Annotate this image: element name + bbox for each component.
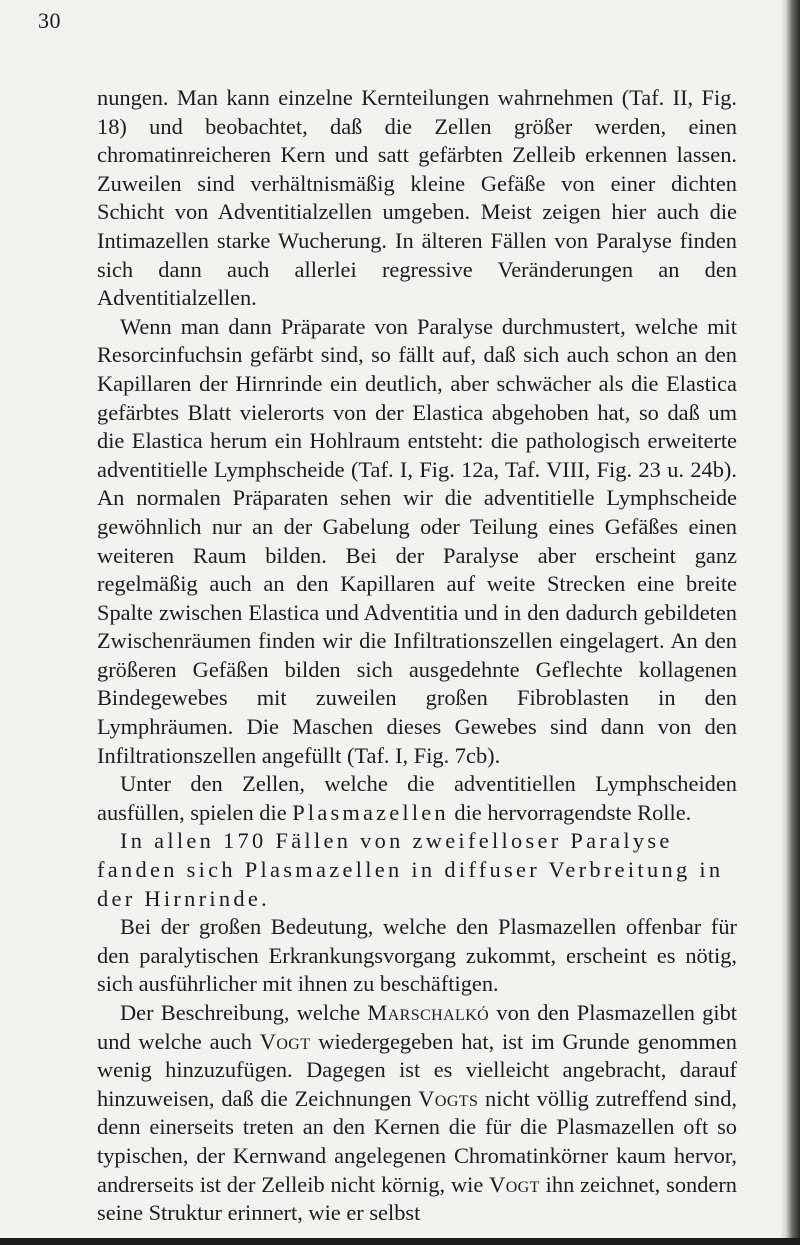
text-span: ihn zeichnet, sondern seine Struktur erinnert, wie er selbst — [97, 1171, 738, 1226]
text-span: Bei der großen Bedeutung, welche den Plasmazellen offenbar für den paralytischen Erkrankungsvorgang zukommt, erscheint es nötig, sich ausführlicher mit ihnen zu beschäftigen. — [97, 914, 737, 997]
paragraph-1 — [97, 84, 737, 313]
body-text — [97, 84, 737, 1228]
text-span: nungen. Man kann einzelne Kernteilungen wahrnehmen (Taf. II, Fig. 18) und beobachtet, daß die Zellen größer werden, einen chromatinreicheren Kern und satt gefärbten Zelleib erkennen lassen. Zuweilen sind verhältnismäßig kleine Gefäße von einer dichten Schicht von Adventitialzellen umgeben. Meist zeigen hier auch die Intimazellen starke Wucherung. In älteren Fällen von Paralyse finden sich dann auch allerlei regressive Veränderungen an den Adventitialzellen. — [97, 85, 737, 311]
paragraph-5 — [97, 913, 737, 999]
text-span: wiedergegeben hat, ist im Grunde genommen wenig hinzuzufügen. Dagegen ist es vielleicht angebracht, darauf hinzuweisen, daß die Zeichnungen — [97, 1028, 737, 1111]
page-edge — [786, 0, 800, 1245]
paragraph-3 — [97, 770, 737, 827]
scan-bottom-border — [0, 1238, 800, 1245]
author-name: Vogts — [418, 1085, 479, 1111]
paragraph-2 — [97, 313, 737, 771]
text-span: Der Beschreibung, welche — [120, 1000, 368, 1025]
paragraph-4-emphasized — [97, 827, 737, 913]
text-span: von den Plasmazellen gibt und welche auch — [97, 1000, 737, 1054]
text-span: Unter den Zellen, welche die adventitiellen Lymphscheiden ausfüllen, spielen die — [97, 771, 737, 825]
emphasized-sentence: In allen 170 Fällen von zweifelloser Paralyse fanden sich Plasmazellen in diffuser Verbreitung in der Hirnrinde. — [97, 828, 724, 911]
author-name: Marschalkó — [367, 1000, 490, 1025]
text-span: die hervorragendste Rolle. — [448, 799, 692, 825]
text-span: nicht völlig zutreffend sind, denn einerseits treten an den Kernen die für die Plasmazellen oft so typischen, der Kernwand angelegenen Chromatinkörner kaum hervor, andrerseits ist der Zelleib nicht körnig, wie — [97, 1085, 737, 1197]
paragraph-6 — [97, 999, 737, 1228]
text-span: Wenn man dann Präparate von Paralyse durchmustert, welche mit Resorcinfuchsin gefärbt sind, so fällt auf, daß sich auch schon an den Kapillaren der Hirnrinde ein deutlich, aber schwächer als die Elastica gefärbtes Blatt vielerorts von der Elastica abgehoben hat, so daß um die Elastica herum ein Hohlraum entsteht: die pathologisch erweiterte adventitielle Lymphscheide (Taf. I, Fig. 12a, Taf. VIII, Fig. 23 u. 24b). An normalen Präparaten sehen wir die adventitielle Lymphscheide gewöhnlich nur an der Gabelung oder Teilung eines Gefäßes einen weiteren Raum bilden. Bei der Paralyse aber erscheint ganz regelmäßig auch an den Kapillaren auf weite Strecken eine breite Spalte zwischen Elastica und Adventitia und in den dadurch gebildeten Zwischenräumen finden wir die Infiltrationszellen eingelagert. An den größeren Gefäßen bilden sich ausgedehnte Geflechte kollagenen Bindegewebes mit zuweilen großen Fibroblasten in den Lymphräumen. Die Maschen dieses Gewebes sind dann von den Infiltrationszellen angefüllt (Taf. I, Fig. 7cb). — [97, 313, 737, 768]
author-name: Vogt — [259, 1028, 311, 1054]
author-name: Vogt — [489, 1171, 540, 1197]
page-number: 30 — [38, 8, 61, 33]
emphasized-term: Plasmazellen — [292, 799, 449, 825]
